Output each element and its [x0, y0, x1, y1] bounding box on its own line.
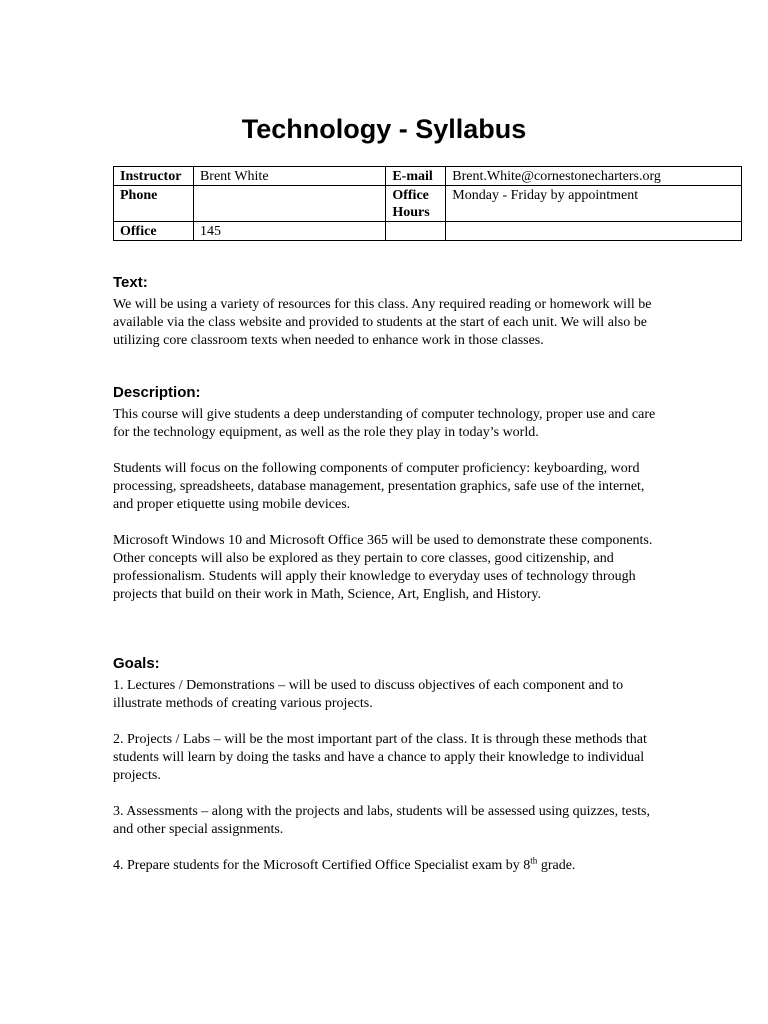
instructor-info-table [113, 166, 742, 241]
office-label: Office [114, 222, 194, 241]
goals-heading: Goals: [113, 655, 160, 672]
email-label: E-mail [386, 167, 446, 186]
email-value: Brent.White@cornestonecharters.org [446, 167, 742, 186]
table-row [114, 222, 742, 241]
goal-item-4 [113, 857, 658, 875]
description-paragraph-3: Microsoft Windows 10 and Microsoft Office 365 will be used to demonstrate these components. Other concepts will also be explored as they pertain to core classes, good citizenship, and professionalism. Students will apply their knowledge to everyday uses of technology through projects that build on their work in Math, Science, Art, English, and History. [113, 533, 653, 602]
office-hours-value: Monday - Friday by appointment [446, 186, 742, 222]
ordinal-superscript: th [530, 855, 538, 866]
page-title: Technology - Syllabus [241, 114, 527, 144]
office-hours-label: Office Hours [386, 186, 446, 222]
phone-label: Phone [114, 186, 194, 222]
table-row [114, 167, 742, 186]
description-heading: Description: [113, 384, 201, 401]
goal-item-2: 2. Projects / Labs – will be the most important part of the class. It is through these methods that students will learn by doing the tasks and have a chance to apply their knowledge to individual projects. [113, 732, 647, 783]
goals-section [113, 655, 658, 875]
description-paragraph-1: This course will give students a deep understanding of computer technology, proper use and care for the technology equipment, as well as the role they play in today’s world. [113, 407, 656, 440]
text-section [113, 274, 658, 350]
text-heading: Text: [113, 274, 148, 291]
instructor-value: Brent White [193, 167, 385, 186]
empty-cell [446, 222, 742, 241]
description-paragraph-2: Students will focus on the following components of computer proficiency: keyboarding, word processing, spreadsheets, database management, presentation graphics, safe use of the internet, and proper etiquette using mobile devices. [113, 461, 645, 512]
table-row [114, 186, 742, 222]
office-value: 145 [193, 222, 385, 241]
description-section [113, 384, 658, 604]
goal-item-4-suffix: grade. [537, 858, 576, 873]
phone-value [193, 186, 385, 222]
goal-item-1: 1. Lectures / Demonstrations – will be used to discuss objectives of each component and to illustrate methods of creating various projects. [113, 678, 624, 711]
instructor-label: Instructor [114, 167, 194, 186]
text-body: We will be using a variety of resources for this class. Any required reading or homework will be available via the class website and provided to students at the start of each unit. We will also be utilizing core classroom texts when needed to enhance work in those classes. [113, 297, 652, 348]
empty-cell [386, 222, 446, 241]
goal-item-3: 3. Assessments – along with the projects and labs, students will be assessed using quizzes, tests, and other special assignments. [113, 804, 650, 837]
goal-item-4-text: 4. Prepare students for the Microsoft Certified Office Specialist exam by 8 [113, 858, 531, 873]
